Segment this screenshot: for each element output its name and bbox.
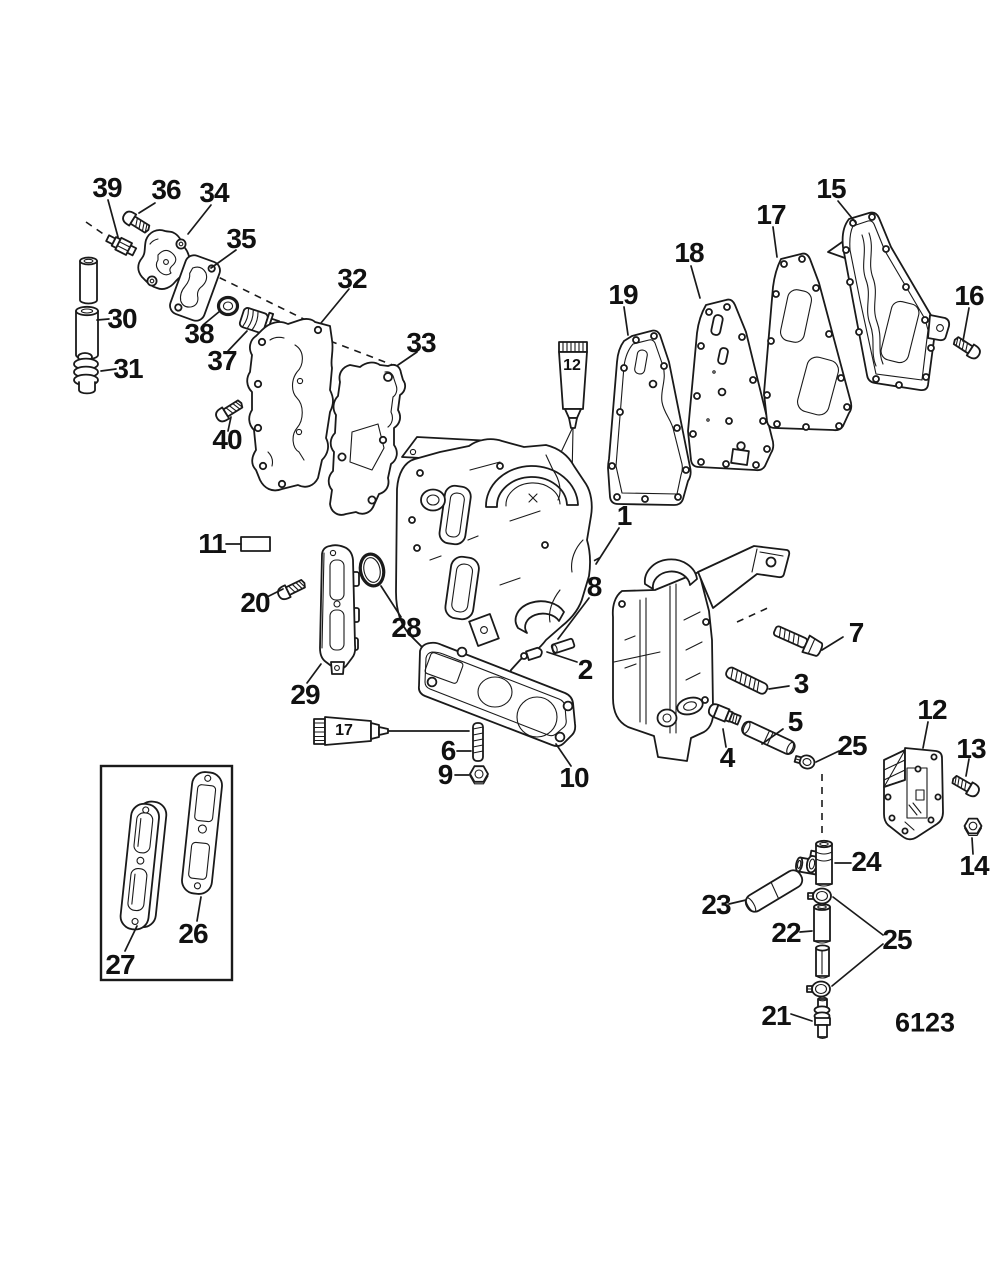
callout-37: 37 bbox=[207, 345, 237, 376]
callout-16: 16 bbox=[954, 280, 984, 311]
callout-36: 36 bbox=[151, 174, 181, 205]
callout-20: 20 bbox=[240, 587, 270, 618]
callout-10: 10 bbox=[559, 762, 589, 793]
callout-24: 24 bbox=[851, 846, 881, 877]
callout-33: 33 bbox=[406, 327, 436, 358]
part-25-clamp-upper bbox=[794, 753, 816, 771]
callout-6: 6 bbox=[440, 735, 456, 766]
callout-4: 4 bbox=[719, 742, 735, 773]
drawing-number: 6123 bbox=[894, 1007, 956, 1038]
sealant-tube-marking-12: 12 bbox=[563, 357, 581, 374]
callout-28: 28 bbox=[391, 612, 421, 643]
callout-11: 11 bbox=[198, 528, 226, 559]
sealant-tube-marking-17: 17 bbox=[335, 722, 353, 739]
callout-7: 7 bbox=[848, 617, 864, 648]
part-14-nut bbox=[965, 819, 982, 836]
part-40-screw bbox=[214, 398, 245, 424]
part-12-bracket-plate bbox=[884, 748, 943, 839]
part-30-tubes bbox=[76, 258, 98, 360]
callout-2: 2 bbox=[577, 654, 593, 685]
part-25-clamp-lower-a bbox=[808, 889, 831, 904]
callout-35: 35 bbox=[226, 223, 256, 254]
callout-23: 23 bbox=[701, 889, 731, 920]
callout-12-plate: 12 bbox=[917, 694, 947, 725]
part-6-stud bbox=[473, 723, 483, 761]
part-3-stud bbox=[725, 666, 769, 695]
callout-30: 30 bbox=[107, 303, 137, 334]
part-29-transfer-port-cover bbox=[320, 545, 359, 674]
part-7-bolt bbox=[771, 622, 824, 659]
part-36-screw bbox=[121, 209, 152, 235]
part-22-fuel-hose-upper bbox=[814, 904, 830, 943]
callout-3: 3 bbox=[793, 668, 809, 699]
part-19-gasket bbox=[608, 331, 691, 506]
part-8-dowel-pin bbox=[551, 638, 575, 653]
callout-5: 5 bbox=[787, 706, 803, 737]
part-26-gasket bbox=[181, 771, 224, 895]
part-32-exhaust-cover-inner bbox=[247, 319, 333, 490]
callout-39: 39 bbox=[92, 172, 122, 203]
callout-34: 34 bbox=[199, 177, 229, 208]
callout-14: 14 bbox=[959, 850, 989, 881]
part-11-seal-strip bbox=[241, 537, 270, 551]
part-15-exhaust-cover-outer bbox=[828, 213, 949, 391]
callout-25-upper: 25 bbox=[837, 730, 867, 761]
callout-13: 13 bbox=[956, 733, 986, 764]
part-25-clamp-lower-b bbox=[807, 982, 830, 997]
part-39-fitting bbox=[105, 232, 138, 257]
callout-40: 40 bbox=[212, 424, 242, 455]
callout-21: 21 bbox=[761, 1000, 791, 1031]
callout-19: 19 bbox=[608, 279, 638, 310]
callout-18: 18 bbox=[674, 237, 704, 268]
callout-26: 26 bbox=[178, 918, 208, 949]
callout-15: 15 bbox=[816, 173, 846, 204]
part-27-transfer-cover bbox=[119, 800, 167, 932]
part-17-gasket bbox=[764, 254, 851, 431]
part-31-plug bbox=[74, 353, 98, 393]
callout-22: 22 bbox=[771, 917, 801, 948]
callout-25-lower: 25 bbox=[882, 924, 912, 955]
part-13-screw bbox=[950, 773, 981, 799]
callout-1: 1 bbox=[616, 500, 632, 531]
callout-17: 17 bbox=[756, 199, 786, 230]
callout-9: 9 bbox=[437, 759, 453, 790]
part-23-hose bbox=[743, 867, 805, 914]
part-16-screw bbox=[951, 334, 982, 360]
part-22-fuel-hose-lower bbox=[816, 945, 829, 978]
callout-38: 38 bbox=[184, 318, 214, 349]
callout-29: 29 bbox=[290, 679, 320, 710]
part-33-exhaust-gasket bbox=[329, 363, 405, 515]
part-21-fitting bbox=[815, 997, 831, 1038]
part-9-nut bbox=[470, 766, 488, 784]
callout-27: 27 bbox=[105, 949, 135, 980]
part-28-o-ring bbox=[357, 552, 386, 588]
callout-32: 32 bbox=[337, 263, 367, 294]
part-18-divider-plate bbox=[688, 300, 773, 471]
callout-8: 8 bbox=[586, 571, 602, 602]
part-38-seal bbox=[219, 298, 238, 315]
callout-31: 31 bbox=[113, 353, 143, 384]
